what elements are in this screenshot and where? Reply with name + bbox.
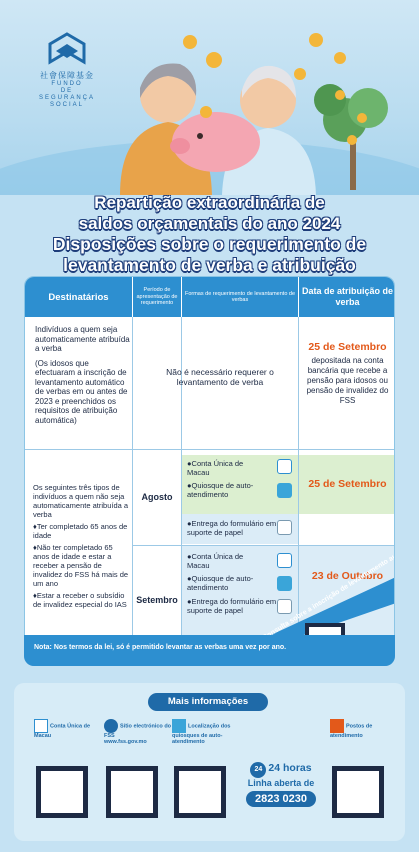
month-setembro: Setembro bbox=[136, 595, 178, 605]
24h-badge-icon: 24 bbox=[250, 762, 266, 778]
info-quiosques-label: Localização dos quiosques de auto-atendimento bbox=[172, 723, 231, 745]
logo-mark-icon bbox=[48, 32, 86, 68]
info-site-label: Sítio electrónico do FSS bbox=[104, 723, 172, 739]
kiosk-icon bbox=[277, 483, 292, 498]
more-info-title: Mais informações bbox=[148, 693, 268, 711]
divider bbox=[25, 449, 395, 450]
row1-main: Indivíduos a quem seja automaticamente atribuída a verba bbox=[35, 325, 130, 353]
header-destinatarios: Destinatários bbox=[25, 277, 132, 317]
conta-unica-icon bbox=[277, 459, 292, 474]
info-quiosques bbox=[172, 719, 242, 745]
page-title bbox=[0, 192, 419, 276]
qr-conta-unica[interactable] bbox=[36, 766, 88, 818]
row1-date-sub: depositada na conta bancária que recebe a pensão para idosos ou pensão de invalidez do FSS bbox=[306, 356, 389, 405]
building-icon bbox=[330, 719, 344, 733]
option-quiosque-2: ●Quiosque de auto-atendimento bbox=[187, 574, 254, 592]
info-postos bbox=[330, 719, 400, 739]
logo-pt-line2: DE SEGURANÇA bbox=[38, 88, 95, 101]
hotline-title-label: 24 horas bbox=[268, 762, 312, 774]
row1-date-value: 25 de Setembro bbox=[308, 341, 387, 353]
logo-chinese-name: 社會保障基金 bbox=[40, 71, 94, 80]
conta-unica-icon bbox=[277, 553, 292, 568]
hotline bbox=[246, 762, 316, 807]
title-line-3: Disposições sobre o requerimento de bbox=[52, 234, 367, 254]
title-line-2: saldos orçamentais do ano 2024 bbox=[78, 214, 341, 233]
row2-bullet-2: ♦Não ter completado 65 anos de idade e estar a receber a pensão de invalidez do FSS há mais de um ano bbox=[33, 543, 129, 588]
title-line-1: Repartição extraordinária de bbox=[94, 193, 325, 212]
hotline-sub: Linha aberta de bbox=[247, 778, 315, 788]
row1-destinatarios bbox=[35, 325, 130, 430]
row2-destinatarios bbox=[33, 483, 131, 612]
fss-logo bbox=[32, 32, 102, 109]
kiosk-icon bbox=[172, 719, 186, 733]
paper-form-icon bbox=[277, 520, 292, 535]
row2-main: Os seguintes três tipos de indivíduos a quem não seja automaticamente atribuída a verba bbox=[33, 483, 129, 519]
option-entrega-2: ●Entrega do formulário em suporte de papel bbox=[187, 597, 277, 615]
divider bbox=[133, 545, 395, 546]
row1-note: (Os idosos que efectuaram a inscrição de levantamento automático de verbas em ou antes de 2023 e preenchidos os requisitos de atribuição automática) bbox=[35, 358, 128, 425]
hero-illustration bbox=[0, 0, 419, 195]
hotline-title bbox=[246, 762, 316, 778]
conta-unica-icon bbox=[34, 719, 48, 733]
qr-quiosques[interactable] bbox=[174, 766, 226, 818]
qr-site[interactable] bbox=[106, 766, 158, 818]
row2-bullet-1: ♦Ter completado 65 anos de idade bbox=[33, 522, 128, 540]
info-conta-label: Conta Única de Macau bbox=[34, 723, 91, 739]
header-periodo: Período de apresentação de requerimento bbox=[133, 277, 181, 317]
qr-postos[interactable] bbox=[332, 766, 384, 818]
row1-date bbox=[299, 341, 395, 406]
option-entrega-1: ●Entrega do formulário em suporte de papel bbox=[187, 519, 277, 537]
month-agosto: Agosto bbox=[141, 492, 173, 502]
logo-pt-line1: FUNDO bbox=[51, 81, 83, 87]
globe-icon bbox=[104, 719, 118, 733]
option-quiosque-1: ●Quiosque de auto-atendimento bbox=[187, 481, 254, 499]
info-site-url: www.fss.gov.mo bbox=[104, 739, 147, 745]
date-setembro: 23 de Outubro bbox=[311, 570, 384, 582]
hotline-number[interactable]: 2823 0230 bbox=[246, 791, 316, 807]
option-conta-unica-2: ●Conta Única de Macau bbox=[187, 552, 244, 570]
row2-bullet-3: ♦Estar a receber o subsídio de invalidez especial do IAS bbox=[33, 591, 127, 609]
info-table bbox=[24, 276, 395, 666]
option-conta-unica-1: ●Conta Única de Macau bbox=[187, 459, 244, 477]
logo-pt-line3: SOCIAL bbox=[49, 102, 84, 108]
header-data: Data de atribuição de verba bbox=[299, 277, 395, 317]
row1-middle: Não é necessário requerer o levantamento de verba bbox=[166, 367, 274, 387]
table-note: Nota: Nos termos da lei, só é permitido levantar as verbas uma vez por ano. bbox=[34, 644, 287, 651]
info-postos-label: Postos de atendimento bbox=[330, 723, 373, 739]
date-agosto: 25 de Setembro bbox=[308, 478, 387, 490]
info-site bbox=[104, 719, 174, 745]
info-conta-unica bbox=[34, 719, 104, 739]
title-line-4: levantamento de verba e atribuição bbox=[63, 255, 356, 275]
header-formas: Formas de requerimento de levantamento de verbas bbox=[182, 277, 298, 317]
